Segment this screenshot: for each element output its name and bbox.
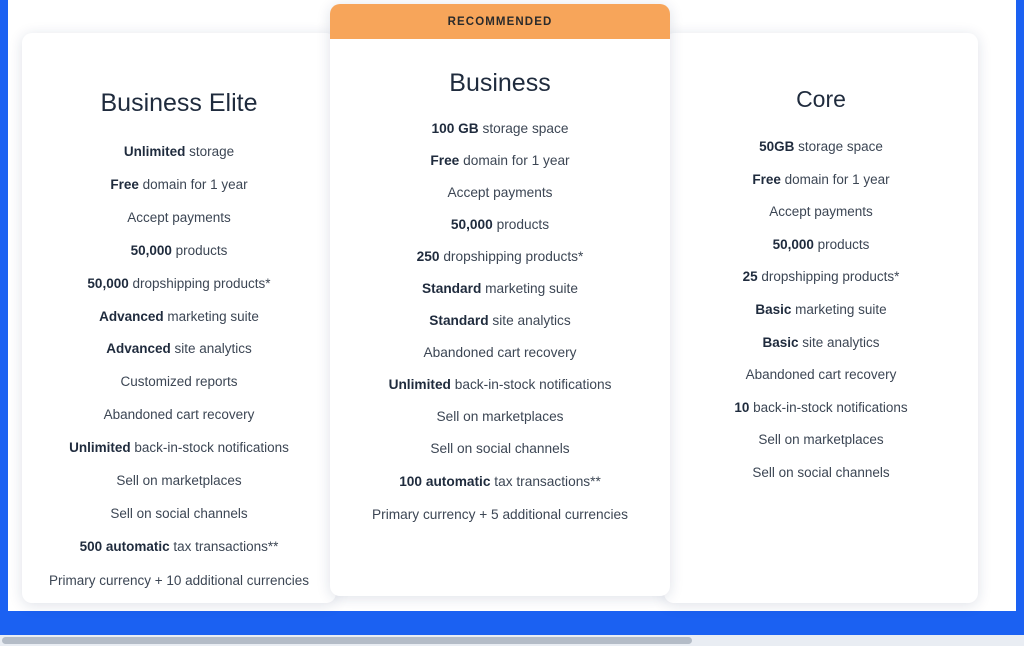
feature-item bbox=[664, 400, 978, 416]
plan-title-business: Business bbox=[449, 69, 551, 97]
feature-text: domain for 1 year bbox=[138, 176, 248, 192]
feature-text: Abandoned cart recovery bbox=[423, 345, 577, 361]
feature-text: back-in-stock notifications bbox=[130, 440, 289, 456]
plan-card-business-elite[interactable] bbox=[22, 33, 336, 603]
feature-item bbox=[330, 217, 670, 233]
feature-item bbox=[664, 139, 978, 155]
feature-list-business-elite bbox=[22, 144, 336, 590]
feature-item bbox=[330, 153, 670, 169]
feature-item bbox=[330, 313, 670, 329]
feature-emphasis: Basic bbox=[755, 302, 792, 318]
feature-item bbox=[330, 441, 670, 457]
feature-text: Abandoned cart recovery bbox=[745, 367, 897, 383]
feature-text: storage space bbox=[794, 139, 883, 154]
feature-text: site analytics bbox=[798, 334, 880, 350]
feature-text: Sell on marketplaces bbox=[436, 409, 564, 425]
feature-item bbox=[664, 302, 978, 318]
feature-text: dropshipping products* bbox=[128, 275, 271, 291]
feature-item bbox=[664, 204, 978, 220]
feature-text: domain for 1 year bbox=[780, 171, 890, 187]
feature-text: Primary currency + 10 additional currencies bbox=[49, 572, 309, 588]
feature-item bbox=[664, 269, 978, 285]
plan-title-business-elite: Business Elite bbox=[100, 89, 258, 117]
feature-text: marketing suite bbox=[791, 302, 887, 318]
feature-item bbox=[330, 185, 670, 201]
feature-text: domain for 1 year bbox=[459, 153, 570, 169]
feature-text: Accept payments bbox=[769, 204, 873, 220]
feature-item bbox=[330, 345, 670, 361]
feature-text: Sell on social channels bbox=[110, 505, 248, 521]
feature-text: products bbox=[492, 217, 550, 233]
horizontal-scrollbar-thumb[interactable] bbox=[2, 637, 692, 644]
feature-text: storage space bbox=[478, 121, 569, 136]
feature-text: products bbox=[171, 242, 228, 258]
feature-item bbox=[22, 539, 336, 555]
feature-text: marketing suite bbox=[163, 308, 259, 324]
feature-item bbox=[22, 440, 336, 456]
feature-emphasis: Advanced bbox=[106, 341, 171, 357]
feature-text: Customized reports bbox=[120, 374, 238, 390]
feature-emphasis: 25 bbox=[742, 269, 758, 285]
feature-text: dropshipping products* bbox=[439, 249, 584, 265]
plan-card-core[interactable] bbox=[664, 33, 978, 603]
feature-text: Abandoned cart recovery bbox=[103, 407, 255, 423]
feature-item bbox=[330, 121, 670, 137]
feature-text: Sell on marketplaces bbox=[758, 432, 884, 448]
feature-item bbox=[22, 341, 336, 357]
feature-item bbox=[22, 177, 336, 193]
feature-item bbox=[664, 432, 978, 448]
feature-emphasis: Unlimited bbox=[69, 440, 131, 456]
feature-item bbox=[22, 309, 336, 325]
feature-text: dropshipping products* bbox=[757, 269, 900, 285]
feature-item bbox=[330, 249, 670, 265]
feature-emphasis: Free bbox=[430, 153, 460, 169]
feature-text: Sell on marketplaces bbox=[116, 473, 242, 489]
feature-emphasis: 50,000 bbox=[87, 275, 129, 291]
feature-text: storage bbox=[185, 144, 235, 159]
feature-emphasis: Standard bbox=[422, 281, 482, 297]
feature-item bbox=[22, 276, 336, 292]
feature-emphasis: 100 GB bbox=[431, 121, 479, 136]
feature-text: tax transactions** bbox=[169, 538, 279, 554]
feature-text: marketing suite bbox=[481, 281, 578, 297]
feature-text: Sell on social channels bbox=[430, 441, 570, 457]
feature-emphasis: 50,000 bbox=[772, 236, 814, 252]
feature-item bbox=[22, 473, 336, 489]
feature-item bbox=[664, 465, 978, 481]
feature-emphasis: 100 automatic bbox=[399, 473, 491, 489]
feature-item bbox=[22, 374, 336, 390]
feature-item bbox=[22, 572, 336, 590]
plan-card-business[interactable] bbox=[330, 4, 670, 596]
feature-text: Sell on social channels bbox=[752, 465, 890, 481]
feature-item bbox=[330, 409, 670, 425]
feature-emphasis: Unlimited bbox=[123, 144, 186, 159]
feature-text: back-in-stock notifications bbox=[450, 377, 612, 393]
feature-emphasis: Basic bbox=[762, 334, 799, 350]
horizontal-scrollbar[interactable] bbox=[0, 635, 1024, 646]
plan-title-core: Core bbox=[796, 86, 846, 112]
feature-item bbox=[22, 506, 336, 522]
feature-list-business bbox=[330, 121, 670, 524]
feature-emphasis: 10 bbox=[734, 399, 750, 415]
feature-item bbox=[664, 367, 978, 383]
feature-item bbox=[664, 237, 978, 253]
feature-text: Primary currency + 5 additional currencies bbox=[372, 506, 628, 522]
plan-card-container bbox=[8, 0, 1016, 611]
feature-item bbox=[330, 474, 670, 490]
feature-item bbox=[22, 407, 336, 423]
feature-item bbox=[22, 210, 336, 226]
feature-emphasis: 50,000 bbox=[130, 242, 172, 258]
feature-list-core bbox=[664, 139, 978, 481]
feature-emphasis: 50,000 bbox=[450, 217, 493, 233]
feature-item bbox=[22, 243, 336, 259]
feature-emphasis: Standard bbox=[429, 313, 489, 329]
feature-item bbox=[330, 506, 670, 524]
feature-emphasis: Free bbox=[110, 176, 139, 192]
feature-item bbox=[330, 281, 670, 297]
feature-text: tax transactions** bbox=[490, 473, 601, 489]
feature-text: back-in-stock notifications bbox=[749, 399, 908, 415]
feature-item bbox=[664, 335, 978, 351]
feature-emphasis: 50GB bbox=[759, 139, 795, 154]
feature-item bbox=[330, 377, 670, 393]
feature-item bbox=[22, 144, 336, 160]
feature-emphasis: Unlimited bbox=[388, 377, 451, 393]
feature-text: Accept payments bbox=[447, 185, 553, 201]
feature-emphasis: 500 automatic bbox=[79, 538, 170, 554]
feature-text: products bbox=[813, 236, 870, 252]
feature-text: site analytics bbox=[170, 341, 252, 357]
feature-emphasis: Advanced bbox=[99, 308, 164, 324]
feature-text: Accept payments bbox=[127, 209, 231, 225]
recommended-badge: RECOMMENDED bbox=[330, 4, 670, 39]
feature-emphasis: 250 bbox=[416, 249, 440, 265]
feature-item bbox=[664, 172, 978, 188]
feature-text: site analytics bbox=[488, 313, 571, 329]
feature-emphasis: Free bbox=[752, 171, 781, 187]
